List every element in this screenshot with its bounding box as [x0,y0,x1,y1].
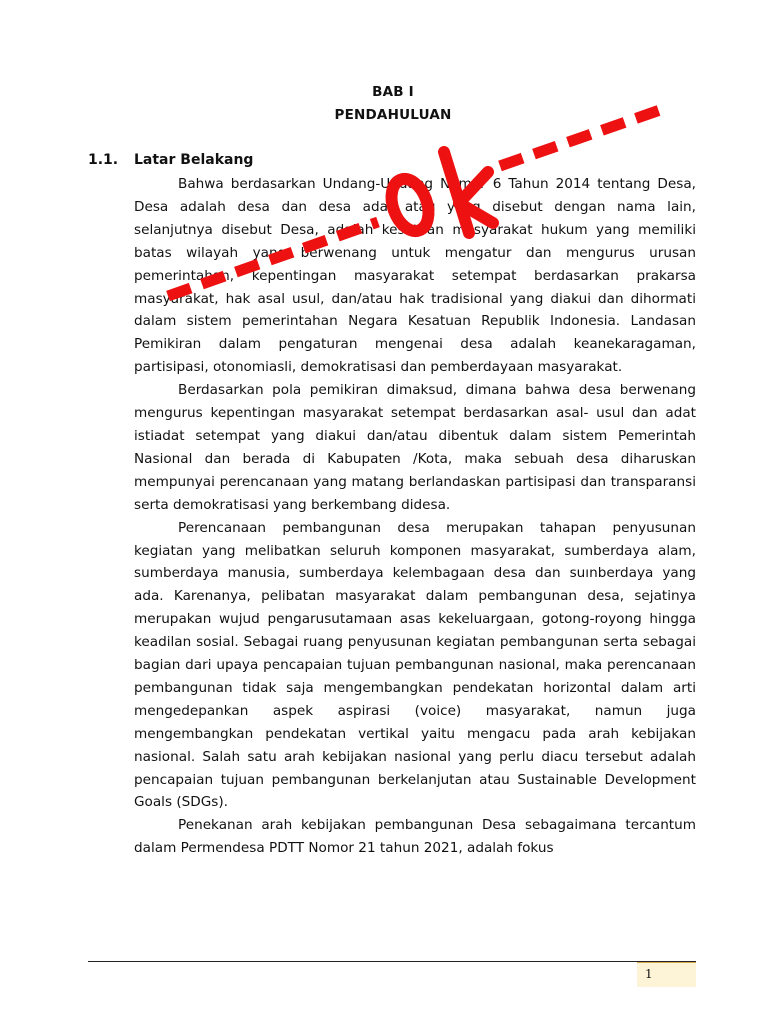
paragraph-1: Bahwa berdasarkan Undang-Undang Nomor 6 Tahun 2014 tentang Desa, Desa adalah desa dan desa adat atau yang disebut dengan nama lain, selanjutnya disebut Desa, adalah kesatuan masyarakat hukum yang memiliki batas wilayah yang berwenang untuk mengatur dan mengurus urusan pemerintahan, kepentingan masyarakat setempat berdasarkan prakarsa masyarakat, hak asal usul, dan/atau hak tradisional yang diakui dan dihormati dalam sistem pemerintahan Negara Kesatuan Republik Indonesia. Landasan Pemikiran dalam pengaturan mengenai desa adalah keanekaragaman, partisipasi, otonomiasli, demokratisasi dan pemberdayaan masyarakat. [134,176,696,376]
section-number: 1.1. [88,152,119,168]
chapter-title: PENDAHULUAN [334,107,452,123]
paragraph-2: Berdasarkan pola pemikiran dimaksud, dimana bahwa desa berwenang mengurus kepentingan masyarakat setempat berdasarkan asal- usul dan adat istiadat setempat yang diakui dan/atau dibentuk dalam sistem Pemerintah Nasional dan berada di Kabupaten /Kota, maka sebuah desa diharuskan mempunyai perencanaan yang matang berlandaskan partisipasi dan transparansi serta demokratisasi yang berkembang didesa. [134,382,696,513]
page-number: 1 [645,967,653,981]
footer-divider [88,961,696,962]
chapter-label: BAB I [372,84,414,100]
section-title: Latar Belakang [134,152,254,168]
body-text [134,173,696,860]
paragraph-4: Penekanan arah kebijakan pembangunan Desa sebagaimana tercantum dalam Permendesa PDTT Nomor 21 tahun 2021, adalah fokus [134,817,696,857]
page-number-box [637,962,696,987]
paragraph-3: Perencanaan pembangunan desa merupakan tahapan penyusunan kegiatan yang melibatkan seluruh komponen masyarakat, sumberdaya alam, sumberdaya manusia, sumberdaya kelembagaan desa dan suınberdaya yang ada. Karenanya, pelibatan masyarakat dalam pembangunan desa, sejatinya merupakan wujud pengarusutamaan asas kekeluargaan, gotong-royong hingga keadilan sosial. Sebagai ruang penyusunan kegiatan pembangunan serta sebagai bagian dari upaya pencapaian tujuan pembangunan nasional, maka perencanaan pembangunan tidak saja mengembangkan pendekatan horizontal dalam arti mengedepankan aspek aspirasi (voice) masyarakat, namun juga mengembangkan pendekatan vertikal yaitu mengacu pada arah kebijakan nasional. Salah satu arah kebijakan nasional yang perlu diacu tersebut adalah pencapaian tujuan pembangunan berkelanjutan atau Sustainable Development Goals (SDGs). [134,519,696,811]
